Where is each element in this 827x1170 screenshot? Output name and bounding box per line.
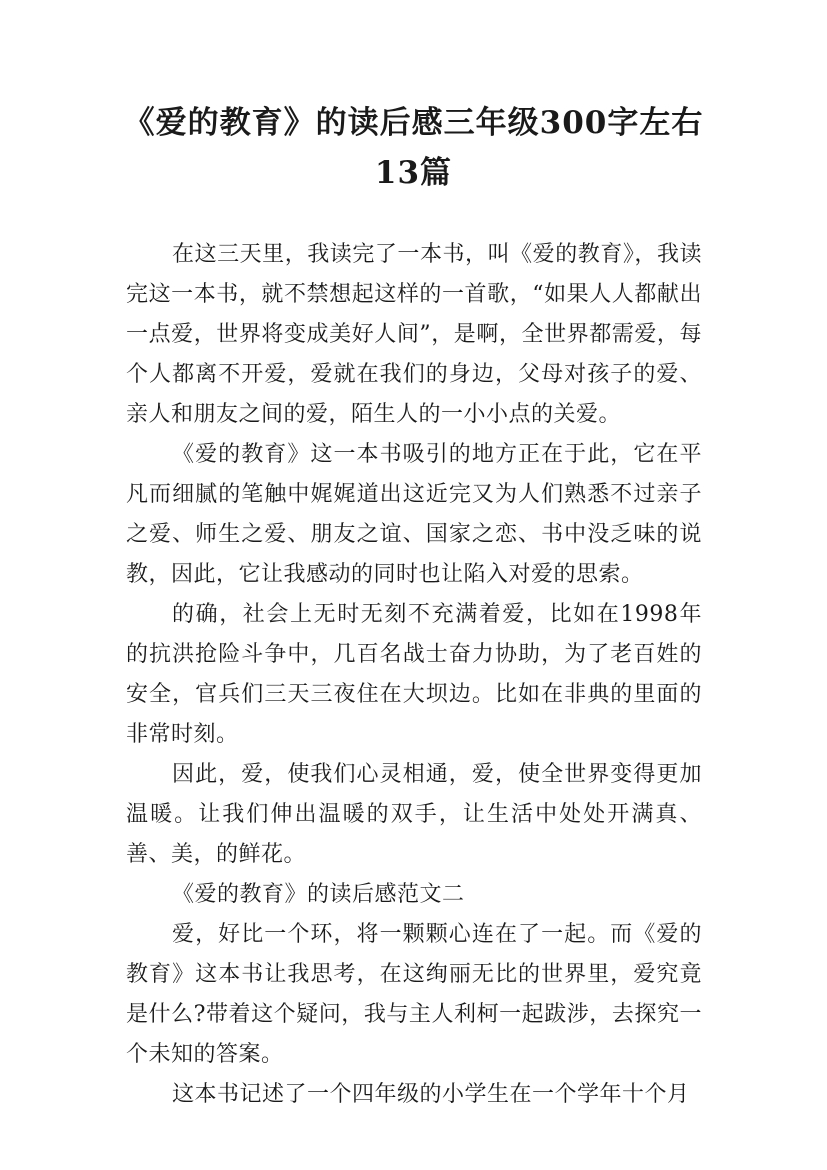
paragraph-2: 《爱的教育》这一本书吸引的地方正在于此，它在平凡而细腻的笔触中娓娓道出这近完又为人们熟悉不过亲子之爱、师生之爱、朋友之谊、国家之恋、书中没乏味的说教，因此，它让我感动的同时也让陷入对爱的思索。: [126, 442, 702, 587]
document-body: [126, 235, 702, 1115]
document-title: 《爱的教育》的读后感三年级300字左右13篇: [123, 105, 704, 191]
paragraph-3: 的确，社会上无时无刻不充满着爱，比如在1998年的抗洪抢险斗争中，几百名战士奋力协助，为了老百姓的安全，官兵们三天三夜住在大坝边。比如在非典的里面的非常时刻。: [126, 602, 702, 747]
paragraph-6: 这本书记述了一个四年级的小学生在一个学年十个月: [172, 1082, 690, 1107]
paragraph-4: 因此，爱，使我们心灵相通，爱，使全世界变得更加温暖。让我们伸出温暖的双手，让生活中处处开满真、善、美，的鲜花。: [126, 762, 702, 867]
section-heading: 《爱的教育》的读后感范文二: [172, 882, 465, 907]
paragraph-5: 爱，好比一个环，将一颗颗心连在了一起。而《爱的教育》这本书让我思考，在这绚丽无比的世界里，爱究竟是什么?带着这个疑问，我与主人利柯一起跋涉，去探究一个未知的答案。: [126, 922, 702, 1067]
paragraph-1: 在这三天里，我读完了一本书，叫《爱的教育》，我读完这一本书，就不禁想起这样的一首歌，“如果人人都献出一点爱，世界将变成美好人间”，是啊，全世界都需爱，每个人都离不开爱，爱就在我们的身边，父母对孩子的爱、亲人和朋友之间的爱，陌生人的一小小点的关爱。: [126, 242, 702, 427]
